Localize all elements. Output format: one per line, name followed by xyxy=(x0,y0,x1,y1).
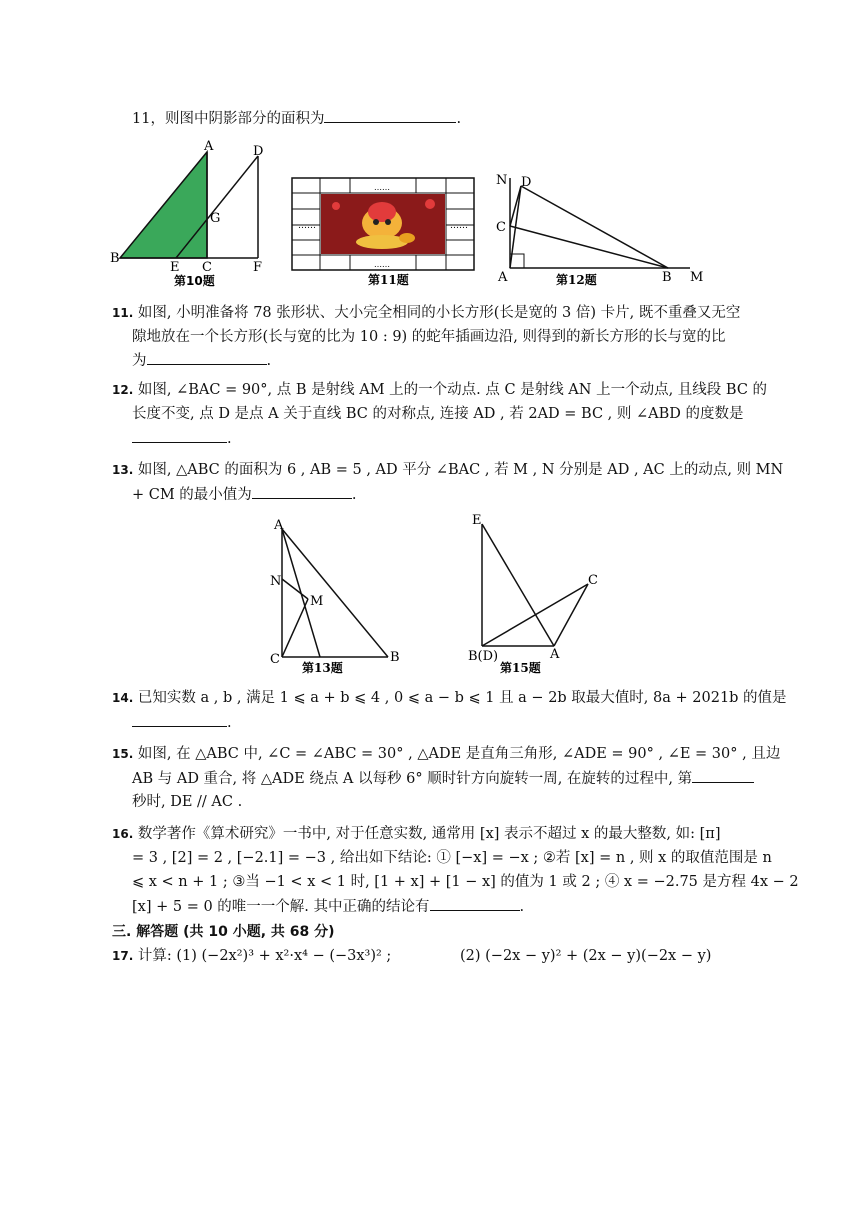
label-a: A xyxy=(274,518,284,533)
label-b: B xyxy=(390,650,400,665)
question-15-line-2: AB 与 AD 重合, 将 △ADE 绕点 A 以每秒 6° 顺时针方向旋转一周, 在旋转的过程中, 第 xyxy=(132,768,754,789)
label-g: G xyxy=(210,211,221,226)
label-b: B xyxy=(662,270,672,285)
label-c: C xyxy=(202,260,212,275)
question-14-line-2: . xyxy=(132,712,232,733)
dots-left: …… xyxy=(298,221,316,231)
caption-fig12: 第12题 xyxy=(556,273,597,287)
question-13-line-1: 13. 如图, △ABC 的面积为 6 , AB = 5 , AD 平分 ∠BAC , 若 M , N 分别是 AD , AC 上的动点, 则 MN xyxy=(112,462,784,478)
question-15-line-3: 秒时, DE // AC . xyxy=(132,794,243,810)
fill-in-line: 11，则图中阴影部分的面积为 . xyxy=(132,108,461,129)
figure-12 xyxy=(490,170,710,288)
label-n: N xyxy=(270,574,282,589)
question-15-line-1: 15. 如图, 在 △ABC 中, ∠C = ∠ABC = 30° , △ADE 是直角三角形, ∠ADE = 90° , ∠E = 30° , 且边 xyxy=(112,746,781,762)
question-16-line-2: = 3 , [2] = 2 , [−2.1] = −3 , 给出如下结论: ① [−x] = −x ; ②若 [x] = n , 则 x 的取值范围是 n xyxy=(132,850,772,866)
label-a: A xyxy=(498,270,508,285)
caption-fig15: 第15题 xyxy=(500,661,541,675)
label-b-d: B(D) xyxy=(468,649,499,664)
label-a: A xyxy=(550,647,560,662)
question-11-line-1: 11. 如图, 小明准备将 78 张形状、大小完全相同的小长方形(长是宽的 3 倍) 卡片, 既不重叠又无空 xyxy=(112,305,741,321)
question-12-line-2: 长度不变, 点 D 是点 A 关于直线 BC 的对称点, 连接 AD , 若 2AD = BC , 则 ∠ABD 的度数是 xyxy=(132,406,744,422)
question-17-part-2: (2) (−2x − y)² + (2x − y)(−2x − y) xyxy=(460,948,712,964)
question-14-line-1: 14. 已知实数 a , b , 满足 1 ⩽ a + b ⩽ 4 , 0 ⩽ a − b ⩽ 1 且 a − 2b 取最大值时, 8a + 2021b 的值是 xyxy=(112,690,787,706)
question-17-part-1: 17. 计算: (1) (−2x²)³ + x²·x⁴ − (−3x³)² ; xyxy=(112,948,392,964)
question-16-line-3: ⩽ x < n + 1 ; ③当 −1 < x < 1 时, [1 + x] + [1 − x] 的值为 1 或 2 ; ④ x = −2.75 是方程 4x − 2 xyxy=(132,874,799,890)
label-c: C xyxy=(496,220,506,235)
label-c: C xyxy=(270,652,280,667)
question-11-line-2: 隙地放在一个长方形(长与宽的比为 10 : 9) 的蛇年插画边沿, 则得到的新长方形的长与宽的比 xyxy=(132,329,726,345)
question-12-line-3: . xyxy=(132,428,232,449)
label-f: F xyxy=(253,260,263,275)
label-n: N xyxy=(496,173,508,188)
figure-11 xyxy=(290,176,476,288)
label-c: C xyxy=(588,573,598,588)
caption-fig11: 第11题 xyxy=(368,273,409,287)
section-3-title: 三. 解答题 (共 10 小题, 共 68 分) xyxy=(112,924,335,940)
label-m: M xyxy=(690,270,704,285)
dots-right: …… xyxy=(450,221,468,231)
caption-fig13: 第13题 xyxy=(302,661,343,675)
figure-13 xyxy=(262,515,412,675)
dots-bottom: …… xyxy=(374,260,390,269)
label-d: D xyxy=(253,144,264,159)
question-13-line-2: + CM 的最小值为 . xyxy=(132,484,356,505)
label-d: D xyxy=(521,175,532,190)
caption-fig10: 第10题 xyxy=(174,274,215,288)
label-a: A xyxy=(204,140,214,154)
question-11-line-3: 为 . xyxy=(132,350,271,371)
figure-15 xyxy=(468,512,618,676)
dots-top: …… xyxy=(374,183,390,192)
question-16-line-1: 16. 数学著作《算术研究》一书中, 对于任意实数, 通常用 [x] 表示不超过 x 的最大整数, 如: [π] xyxy=(112,826,721,842)
figure-10 xyxy=(110,140,270,288)
question-12-line-1: 12. 如图, ∠BAC = 90°, 点 B 是射线 AM 上的一个动点. 点 C 是射线 AN 上一个动点, 且线段 BC 的 xyxy=(112,382,768,398)
label-e: E xyxy=(472,513,482,528)
question-16-line-4: [x] + 5 = 0 的唯一一个解. 其中正确的结论有 . xyxy=(132,896,524,917)
label-b: B xyxy=(110,251,120,266)
label-m: M xyxy=(310,594,324,609)
label-e: E xyxy=(170,260,180,275)
